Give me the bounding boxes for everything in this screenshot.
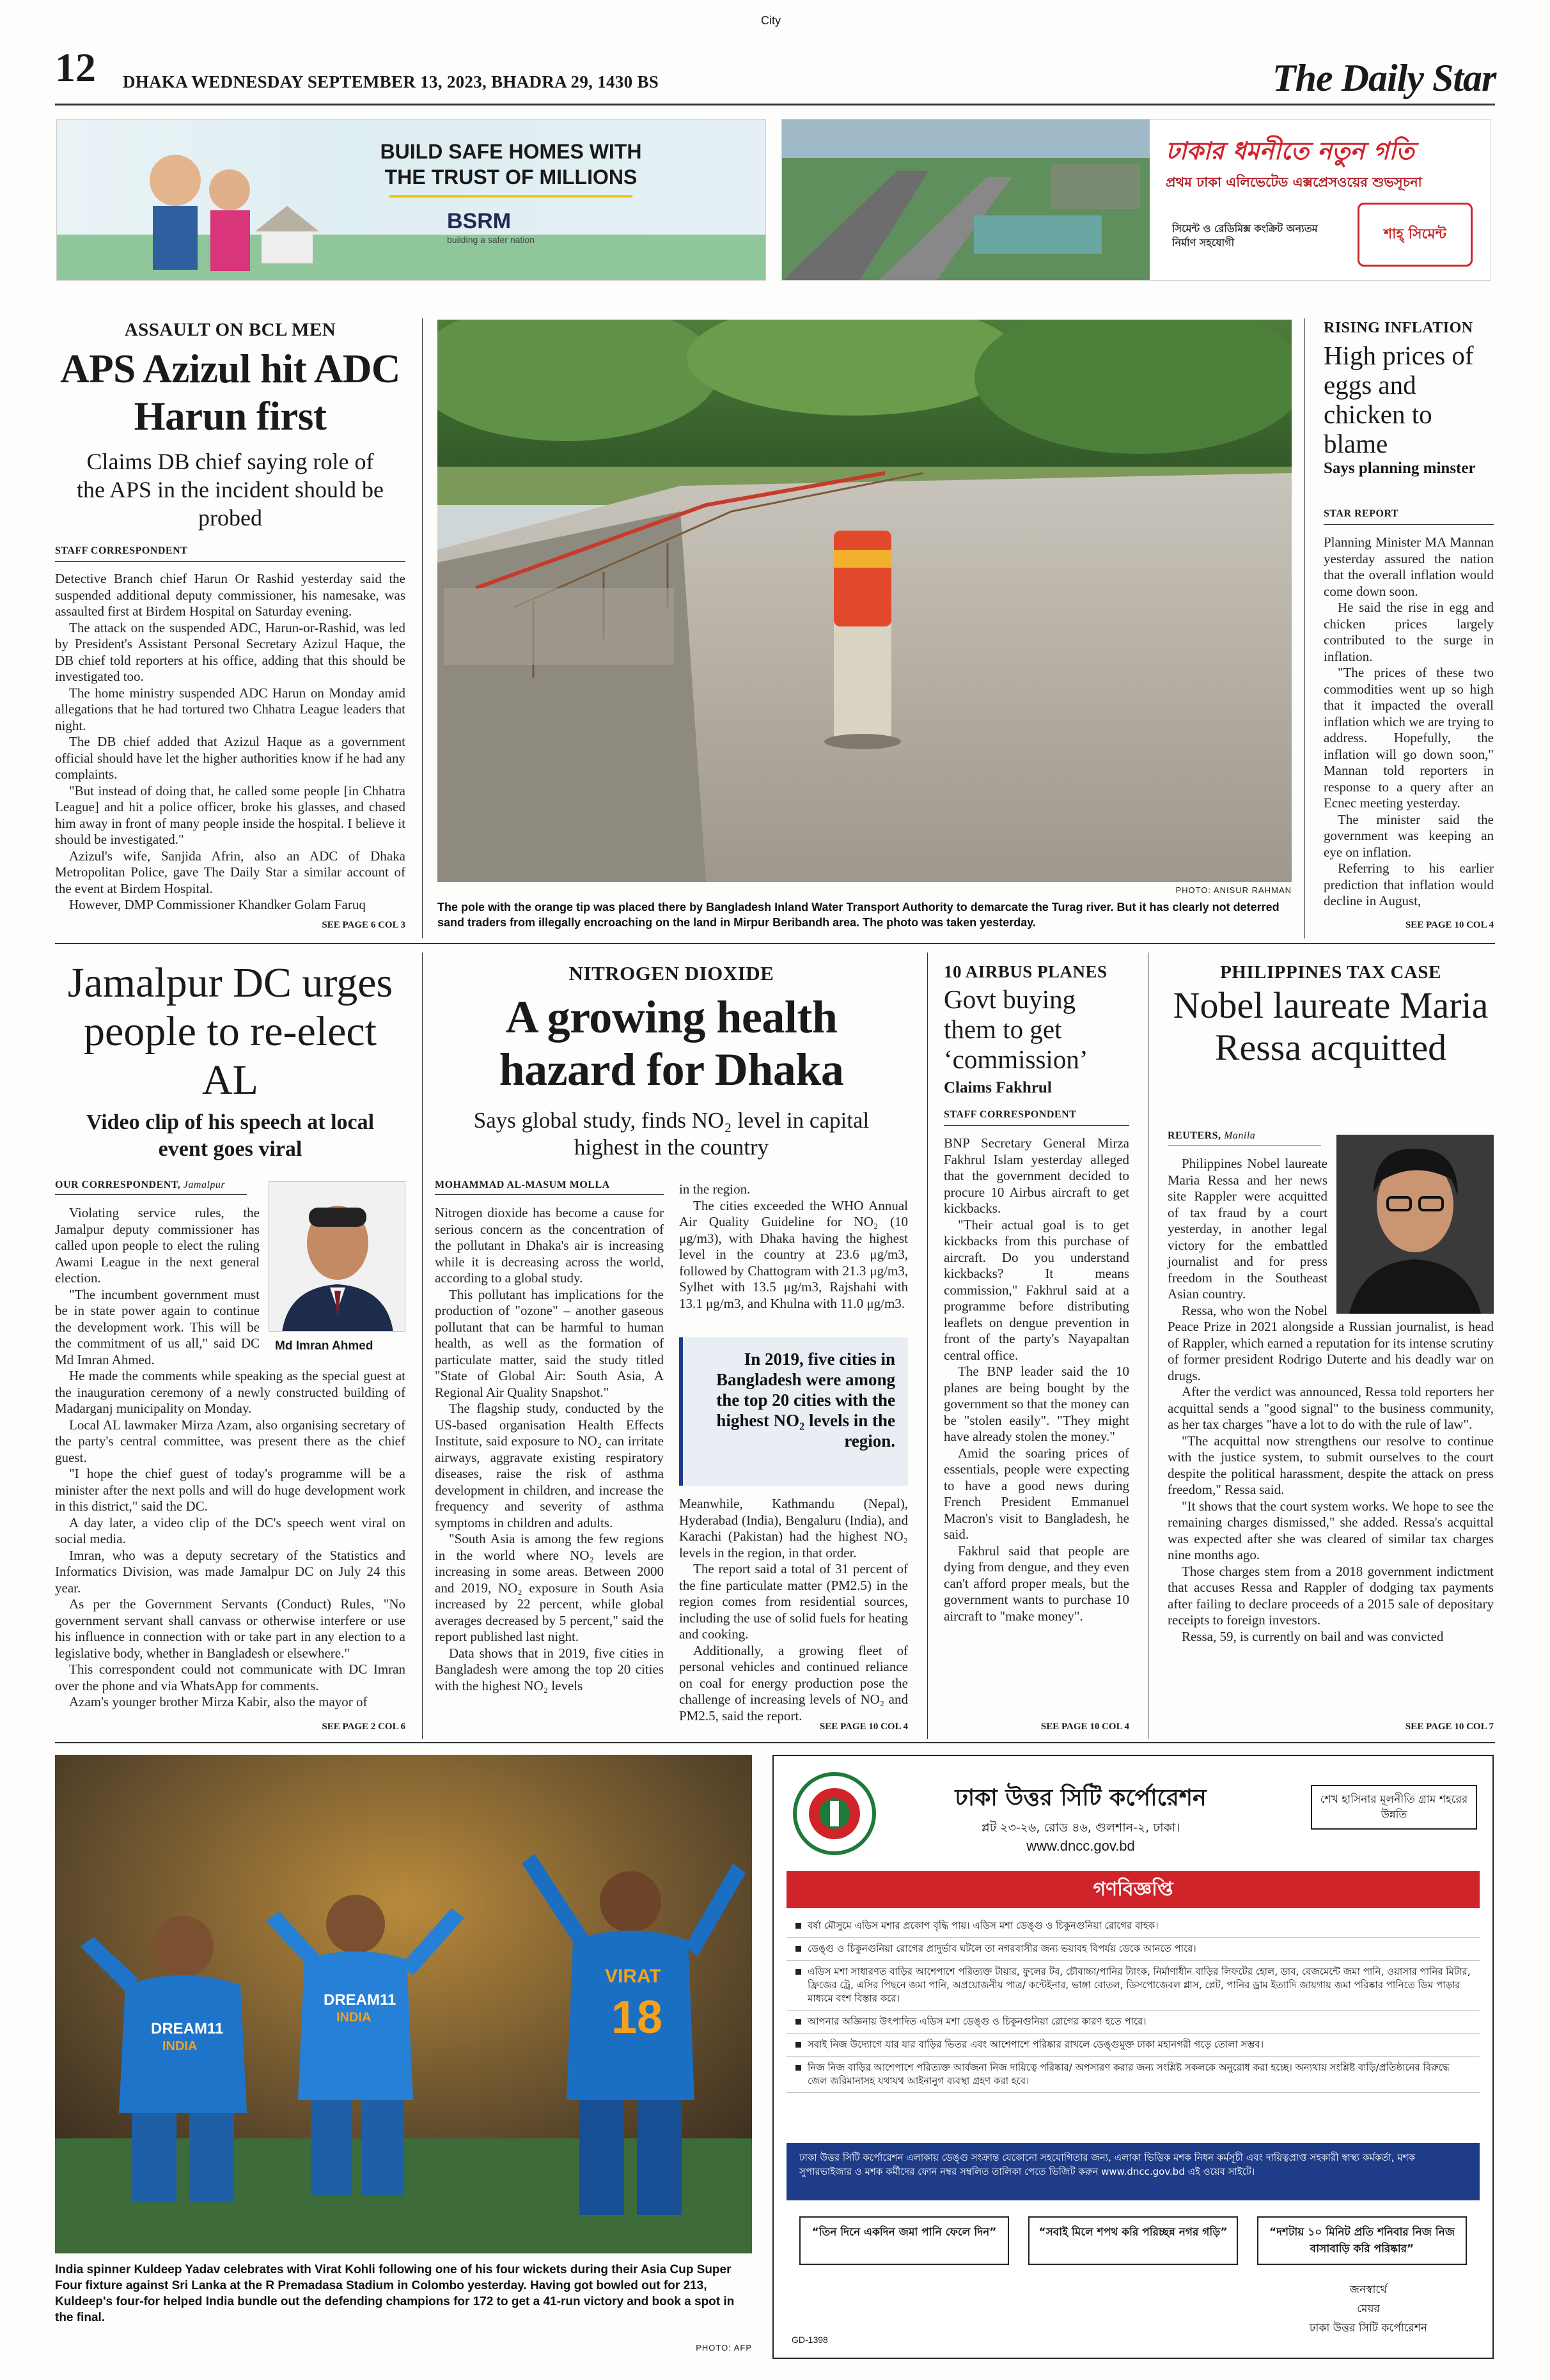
dncc-signoff-line: মেয়র — [1357, 2303, 1380, 2315]
bsrm-brand-sub: building a safer nation — [447, 235, 535, 245]
dncc-signoff — [1260, 2280, 1477, 2338]
jamalpur-paragraph: A day later, a video clip of the DC's speech went viral on social media. — [55, 1514, 405, 1546]
aps-byline-rule — [55, 561, 405, 562]
ressa-paragraph: After the verdict was announced, Ressa told reporters her acquittal sends a "good signal" to the business community, as her tax charges "have a lot to do with the rule of law". — [1168, 1384, 1494, 1432]
airbus-see-page[interactable]: SEE PAGE 10 COL 4 — [1040, 1722, 1129, 1732]
jamalpur-body — [55, 1205, 405, 1711]
jamalpur-byline — [55, 1179, 225, 1191]
no2-paragraph: Nitrogen dioxide has become a cause for serious concern as the concentration of the pollutant in Dhaka's air is increasing while it is decreasing across the world, according to a global study. — [435, 1205, 664, 1286]
dncc-slogan: “তিন দিনে একদিন জমা পানি ফেলে দিন” — [799, 2216, 1009, 2265]
no2-body-col2-top — [679, 1181, 908, 1312]
airbus-deck: Claims Fakhrul — [944, 1079, 1052, 1096]
aps-paragraph: Detective Branch chief Harun Or Rashid yesterday said the suspended additional deputy commissioner, his namesake, was assaulted first at Birdem Hospital on Saturday evening. — [55, 571, 405, 619]
dncc-notice-item-text: ডেঙ্গু ও চিকুনগুনিয়া রোগের প্রাদুর্ভাব ঘটলে তা নগরবাসীর জন্য ভয়াবহ বিপর্যয় ডেকে আনতে পারে। — [808, 1943, 1196, 1954]
dncc-notice-item-text: আপনার অজ্ঞিনায় উৎপাদিত এডিস মশা ডেঙ্গু ও চিকুনগুনিয়া রোগের কারণ হতে পারে। — [808, 2016, 1147, 2027]
jamalpur-paragraph: He made the comments while speaking as the special guest at the inauguration ceremony of a newly constructed building of Madarganj municipality on Monday. — [55, 1368, 405, 1416]
cricket-photo-caption: India spinner Kuldeep Yadav celebrates with Virat Kohli following one of his four wickets during their Asia Cup Super Four fixture against Sri Lanka at the R Premadasa Stadium in Colombo yesterday. Having got bowled out for 213, Kuldeep's four-for helped India bundle out the defending champions for 172 to get a 41-run victory and book a spot in the final. — [55, 2263, 735, 2324]
dncc-signoff-line: ঢাকা উত্তর সিটি কর্পোরেশন — [1309, 2322, 1428, 2335]
shah-subline: প্রথম ঢাকা এলিভেটেড এক্সপ্রেসওয়ের শুভসূচনা — [1166, 175, 1422, 190]
dncc-notice-item-text: নিজ নিজ বাড়ির আশেপাশে পরিত্যক্ত আর্বজনা নিজ দায়িত্বে পরিষ্কার/ অপসারণ করার জন্য সংশ্লিষ্ট সকলকে অনুরোধ করা হচ্ছে। অন্যথায় সংশ্লিষ্ট বাড়ি/প্রতিষ্ঠানের বিরুদ্ধে জেল জরিমানাসহ যথাযথ আইনানুগ ব্যবস্থা গ্রহণ করা হবে। — [808, 2062, 1450, 2087]
jamalpur-paragraph: This correspondent could not communicate with DC Imran over the phone and via WhatsApp for comments. — [55, 1661, 405, 1693]
dncc-website[interactable]: www.dncc.gov.bd — [1026, 1838, 1135, 1854]
jamalpur-byline-place: Jamalpur — [183, 1179, 226, 1190]
masthead-rule — [55, 104, 1495, 105]
column-rule — [422, 953, 423, 1739]
ressa-kicker: PHILIPPINES TAX CASE — [1220, 962, 1441, 983]
jamalpur-paragraph: "The incumbent government must be in state power again to continue the development work. This will be the commitment of us all," said DC Md Imran Ahmed. — [55, 1286, 260, 1367]
dncc-notice-title: গণবিজ্ঞপ্তি — [787, 1871, 1480, 1908]
aps-paragraph: The attack on the suspended ADC, Harun-or-Rashid, was led by President's Assistant Personal Secretary Azizul Haque, the DB chief told reporters at his office, adding that this should be investigated too. — [55, 619, 405, 684]
dncc-slogan: “দশটায় ১০ মিনিট প্রতি শনিবার নিজ নিজ বাসাবাড়ি করি পরিষ্কার” — [1257, 2216, 1467, 2265]
dncc-notice-item-text: বর্ষা মৌসুমে এডিস মশার প্রকোপ বৃদ্ধি পায়। এডিস মশা ডেঙ্গু ও চিকুনগুনিয়া রোগের বাহক। — [808, 1920, 1159, 1931]
aps-see-page[interactable]: SEE PAGE 6 COL 3 — [322, 920, 405, 930]
jamalpur-headline: Jamalpur DC urges people to re-elect AL — [67, 960, 393, 1103]
jamalpur-paragraph: As per the Government Servants (Conduct) Rules, "No government servant shall canvass or otherwise interfere or use his influence in connection with or take part in any election to a legislative body, whether in Bangladesh or elsewhere." — [55, 1596, 405, 1661]
column-rule — [422, 318, 423, 938]
aps-paragraph: "But instead of doing that, he called some people [in Chhatra League] and hit a police officer, broke his glasses, and chased him away in front of many people inside the hospital. I believe it should be investigated." — [55, 782, 405, 847]
no2-body-col2-bottom — [679, 1496, 908, 1724]
lead-photo-caption: The pole with the orange tip was placed there by Bangladesh Inland Water Transport Authority to demarcate the Turag river. But it has clearly not deterred sand traders from illegally encroaching on the land in Mirpur Beribandh area. The photo was taken yesterday. — [437, 901, 1280, 929]
dncc-logo-emblem — [806, 1785, 863, 1842]
aps-headline: APS Azizul hit ADC Harun first — [60, 346, 400, 439]
bullet-icon — [795, 2019, 801, 2025]
shah-brand: শাহ্ সিমেন্ট — [1358, 203, 1473, 267]
airbus-body — [944, 1135, 1129, 1624]
inflation-byline-rule — [1324, 524, 1494, 525]
inflation-paragraph: He said the rise in egg and chicken prices largely contributed to the surge in inflation. — [1324, 600, 1494, 664]
inflation-byline: STAR REPORT — [1324, 508, 1399, 519]
aps-paragraph: The home ministry suspended ADC Harun on Monday amid allegations that he had tortured two Chhatra League leaders that night. — [55, 685, 405, 733]
dncc-slogan: “সবাই মিলে শপথ করি পরিচ্ছন্ন নগর গড়ি” — [1028, 2216, 1238, 2265]
no2-paragraph: in the region. — [679, 1181, 751, 1197]
dncc-org-name: ঢাকা উত্তর সিটি কর্পোরেশন — [955, 1785, 1207, 1811]
section-divider — [55, 1742, 1495, 1743]
inflation-headline: High prices of eggs and chicken to blame — [1324, 341, 1474, 458]
jamalpur-byline-name: OUR CORRESPONDENT, — [55, 1179, 181, 1190]
dncc-notice-ad[interactable] — [772, 1755, 1494, 2359]
inflation-see-page[interactable]: SEE PAGE 10 COL 4 — [1405, 920, 1494, 930]
dncc-slogans — [799, 2216, 1467, 2265]
aps-paragraph: Azizul's wife, Sanjida Afrin, also an ADC of Dhaka Metropolitan Police, gave The Daily Star a similar account of the event at Birdem Hospital. — [55, 848, 405, 896]
airbus-headline: Govt buying them to get ‘commission’ — [944, 984, 1088, 1074]
dncc-signoff-line: জনস্বার্থে — [1349, 2283, 1388, 2296]
bullet-icon — [795, 1923, 801, 1929]
no2-paragraph: Data shows that in 2019, five cities in Bangladesh were among the top 20 cities with the highest NO₂ levels — [435, 1645, 664, 1693]
ressa-paragraph: "The acquittal now strengthens our resolve to continue with the justice system, to submit ourselves to the court despite the political harassment, despite the attack on press freedom," Ressa said. — [1168, 1433, 1494, 1497]
airbus-paragraph: Amid the soaring prices of essentials, people were expecting to have a good news during French President Emmanuel Macron's visit to Bangladesh, he said. — [944, 1445, 1129, 1542]
dncc-notice-item — [787, 2034, 1480, 2057]
ressa-paragraph: Those charges stem from a 2018 government indictment that accuses Ressa and Rappler of dodging tax payments after failing to declare proceeds of a 2015 sale of depositary receipts to foreign investors. — [1168, 1563, 1494, 1628]
bullet-icon — [795, 2065, 801, 2071]
jamalpur-paragraph: Imran, who was a deputy secretary of the Statistics and Informatics Division, was made Jamalpur DC on July 24 this year. — [55, 1547, 405, 1596]
dncc-ad-code: GD-1398 — [792, 2335, 828, 2345]
bullet-icon — [795, 1946, 801, 1952]
dncc-notice-item — [787, 2011, 1480, 2034]
no2-byline: MOHAMMAD AL-MASUM MOLLA — [435, 1179, 610, 1190]
turag-photo-illustration — [437, 320, 1292, 882]
airbus-byline-rule — [944, 1125, 1129, 1126]
jersey-sponsor: DREAM11 — [324, 1991, 396, 2009]
airbus-paragraph: BNP Secretary General Mirza Fakhrul Islam yesterday alleged that the government decided to procure 10 Airbus aircraft to get kickbacks. — [944, 1135, 1129, 1216]
aps-body — [55, 571, 405, 914]
column-rule — [927, 953, 928, 1739]
aps-kicker: ASSAULT ON BCL MEN — [124, 320, 336, 340]
jersey-sponsor: DREAM11 — [151, 2020, 224, 2037]
ressa-paragraph: Ressa, 59, is currently on bail and was convicted — [1182, 1628, 1444, 1644]
shah-note: সিমেন্ট ও রেডিমিক্স কংক্রিট অন্যতম নির্মাণ সহযোগী — [1172, 222, 1318, 249]
no2-body-col1 — [435, 1205, 664, 1694]
dncc-notice-item — [787, 1915, 1480, 1938]
no2-paragraph: "South Asia is among the few regions in the world where NO₂ levels are increasing in some areas. Between 2000 and 2019, NO₂ exposure in South Asia increased by 22 percent, while global averages decreased by 5 percent," said the report published last night. — [435, 1531, 664, 1644]
dncc-blue-note — [787, 2143, 1480, 2200]
jersey-country: INDIA — [336, 2011, 372, 2025]
no2-paragraph: The cities exceeded the WHO Annual Air Quality Guideline for NO₂ (10 μg/m3), with Dhaka having the highest level in the country at 23.6 μg/m3, followed by Chattogram with 21.3 μg/m3, Sylhet with 13.5 μg/m3, Rajshahi with 13.1 μg/m3, and Khulna with 11.0 μg/m3. — [679, 1197, 908, 1311]
no2-kicker: NITROGEN DIOXIDE — [568, 962, 774, 984]
no2-pullquote-text: In 2019, five cities in Bangladesh were among the top 20 cities with the highest NO₂ levels in the region. — [716, 1349, 895, 1451]
inflation-paragraph: Referring to his earlier prediction that inflation would decline in August, — [1324, 860, 1494, 908]
jamalpur-deck: Video clip of his speech at local event goes viral — [86, 1110, 375, 1161]
airbus-kicker: 10 AIRBUS PLANES — [944, 962, 1108, 981]
bsrm-ad[interactable] — [56, 119, 766, 281]
bullet-icon — [795, 2042, 801, 2048]
portrait-float-spacer — [269, 1205, 405, 1362]
aps-deck: Claims DB chief saying role of the APS in the incident should be probed — [77, 449, 384, 531]
jamalpur-paragraph: Violating service rules, the Jamalpur deputy commissioner has called upon people to elect the ruling Awami League in the next general election. — [55, 1205, 260, 1286]
no2-paragraph: Meanwhile, Kathmandu (Nepal), Hyderabad (India), Bengaluru (India), and Karachi (Pakistan) had the highest NO₂ levels in the region, in that order. — [679, 1496, 908, 1560]
bsrm-yellow-bar — [389, 195, 632, 198]
cricket-photo — [55, 1755, 752, 2253]
bullet-icon — [795, 1969, 801, 1975]
dncc-address: প্লট ২৩-২৬, রোড ৪৬, গুলশান-২, ঢাকা। — [981, 1821, 1180, 1835]
inflation-kicker: RISING INFLATION — [1324, 320, 1473, 336]
dncc-notice-item — [787, 1938, 1480, 1961]
jamalpur-see-page[interactable]: SEE PAGE 2 COL 6 — [322, 1722, 405, 1732]
cricket-photo-credit: PHOTO: AFP — [696, 2343, 752, 2353]
dncc-notice-item — [787, 1961, 1480, 2011]
inflation-paragraph: Planning Minister MA Mannan yesterday assured the nation that the overall inflation would come down soon. — [1324, 534, 1494, 599]
aps-byline: STAFF CORRESPONDENT — [55, 545, 188, 556]
no2-see-page[interactable]: SEE PAGE 10 COL 4 — [819, 1722, 908, 1732]
jamalpur-byline-rule — [55, 1194, 247, 1195]
inflation-body — [1324, 534, 1494, 910]
inflation-paragraph: "The prices of these two commodities went up so high that it impacted the overall inflation which we are trying to address. Hopefully, the inflation will go down soon," Mannan told reporters in response to a query after an Ecnec meeting yesterday. — [1324, 665, 1494, 811]
aps-paragraph: However, DMP Commissioner Khandker Golam Faruq — [69, 897, 366, 912]
inflation-paragraph: The minister said the government was keeping an eye on inflation. — [1324, 811, 1494, 860]
section-label: City — [761, 14, 781, 27]
section-divider — [55, 943, 1495, 944]
no2-paragraph: The flagship study, conducted by the US-based organisation Health Effects Institute, said exposure to NO₂ can irritate airways, aggravate existing respiratory diseases, raise the risk of asthma development in children, and increase the frequency and severity of asthma symptoms in children and adults. — [435, 1401, 664, 1530]
dc-portrait-caption: Md Imran Ahmed — [275, 1339, 373, 1353]
dncc-notice-list — [787, 1915, 1480, 2093]
bsrm-tagline: BUILD SAFE HOMES WITH THE TRUST OF MILLIONS — [380, 140, 642, 189]
ressa-paragraph: Philippines Nobel laureate Maria Ressa and her news site Rappler were acquitted of tax fraud by a court yesterday, in another legal victory for the embattled journalist and for press freedom in the Southeast Asian country. — [1168, 1156, 1327, 1302]
ressa-byline-place: Manila — [1224, 1130, 1256, 1141]
turag-river-photo — [437, 320, 1292, 882]
ressa-paragraph: Ressa, who won the Nobel Peace Prize in 2021 alongside a Russian journalist, is head of Rappler, which earned a reputation for its intense scrutiny of former president Rodrigo Duterte and his deadly war on drugs. — [1168, 1302, 1494, 1383]
jersey-number: 18 — [611, 1992, 663, 2043]
dncc-notice-item-text: এডিস মশা সাধারণত বাড়ির আশেপাশে পরিত্যক্ত টায়ার, ফুলের টব, চৌবাচ্চা/পানির ট্যাংক, নির্মাণাধীন বাড়ির লিফটের হোল, ডাব, বেজমেন্টে জমা পানি, ওয়াসার পানির মিটার, ফ্রিজের ট্রে, এসির পিছনে জমা পানি, অপ্রয়োজনীয় পাত্র/ কন্টেইনার, ভাঙ্গা বোতল, ডিসপোজেবল গ্লাস, প্লেট, পানির ড্রাম ইত্যাদি জায়গায় জমা পরিষ্কার পানিতে ডিম পাড়ার মাধ্যমে বংশ বিস্তার করে। — [808, 1966, 1471, 2004]
inflation-deck: Says planning minster — [1324, 460, 1476, 477]
ressa-see-page[interactable]: SEE PAGE 10 COL 7 — [1405, 1722, 1494, 1732]
page-number: 12 — [55, 45, 96, 90]
dncc-side-box: শেখ হাসিনার মূলনীতি গ্রাম শহরের উন্নতি — [1311, 1785, 1477, 1830]
jamalpur-paragraph: "I hope the chief guest of today's programme will be a minister after the next polls and will do huge development work in this district," said the DC. — [55, 1466, 405, 1514]
jamalpur-paragraph: Local AL lawmaker Mirza Azam, also organising secretary of the party's central committee, was present there as the chief guest. — [55, 1417, 405, 1465]
bsrm-brand: BSRM — [447, 209, 512, 233]
dncc-blue-note-text: ঢাকা উত্তর সিটি কর্পোরেশন এলাকায় ডেঙ্গু সংক্রান্ত যেকোনো সহযোগিতার জন্য, এলাকা ভিত্তিক মশক নিধন কর্মসূচী এবং দায়িত্বপ্রাপ্ত সহকারী স্বাস্থ্য কর্মকর্তা, মশক সুপারভাইজার ও মশক কর্মীদের ফোন নম্বর সম্বলিত তালিকা পেতে ভিজিট করুন www.dncc.gov.bd এই ওয়েব সাইটে। — [799, 2152, 1415, 2177]
no2-paragraph: The report said a total of 31 percent of the fine particulate matter (PM2.5) in the region comes from residential sources, including the use of solid fuels for heating and cooking. — [679, 1561, 908, 1642]
expressway-photo — [782, 120, 1150, 281]
dncc-notice-item-text: সবাই নিজ উদ্যোগে যার যার বাড়ির ভিতর এবং আশেপাশে পরিষ্কার রাখলে ডেঙ্গুমুক্ত ঢাকা মহানগরী গড়ে তোলা সম্ভব। — [808, 2039, 1264, 2050]
shah-cement-ad[interactable] — [781, 119, 1491, 281]
jersey-country: INDIA — [162, 2039, 198, 2053]
no2-headline: A growing health hazard for Dhaka — [499, 992, 844, 1095]
no2-deck: Says global study, finds NO₂ level in capital highest in the country — [473, 1108, 870, 1160]
lead-photo-credit: PHOTO: ANISUR RAHMAN — [1175, 885, 1292, 895]
no2-paragraph: This pollutant has implications for the production of "ozone" – another gaseous pollutant that can be harmful to human health, as well as the formation of particulate matter, said the study titled "State of Global Air: South Asia, A Regional Air Quality Snapshot." — [435, 1286, 664, 1400]
portrait-float-spacer — [1336, 1156, 1494, 1319]
paper-logo: The Daily Star — [1272, 57, 1496, 99]
airbus-byline: STAFF CORRESPONDENT — [944, 1109, 1077, 1120]
jamalpur-paragraph: Azam's younger brother Mirza Kabir, also the mayor of — [69, 1694, 368, 1709]
airbus-paragraph: Fakhrul said that people are dying from dengue, and they even can't afford proper meals, but the government wants to purchase 10 aircraft to "make money". — [944, 1543, 1129, 1624]
ressa-body — [1168, 1156, 1494, 1645]
jersey-name: VIRAT — [605, 1966, 661, 1987]
aps-paragraph: The DB chief added that Azizul Haque as a government official should have let the higher authorities know if he had any complaints. — [55, 734, 405, 782]
ressa-byline — [1168, 1130, 1255, 1142]
ressa-byline-name: REUTERS, — [1168, 1130, 1221, 1141]
airbus-paragraph: The BNP leader said the 10 planes are being bought by the government so that the money can be "stolen easily". "They might have already stolen the money." — [944, 1364, 1129, 1444]
no2-pullquote — [679, 1337, 908, 1486]
shah-headline: ঢাকার ধমনীতে নতুন গতি — [1166, 137, 1414, 165]
dncc-logo — [793, 1772, 876, 1855]
no2-byline-rule — [435, 1194, 664, 1195]
ressa-headline: Nobel laureate Maria Ressa acquitted — [1173, 984, 1489, 1068]
no2-paragraph: Additionally, a growing fleet of personal vehicles and continued reliance on coal for energy production pose the challenge of increasing levels of NO₂ and PM2.5, said the report. — [679, 1642, 908, 1723]
airbus-paragraph: "Their actual goal is to get kickbacks from this purchase of aircraft. Do you understand kickbacks? It means commission," Fakhrul said at a programme before distributing leaflets on dengue prevention in front of the party's Nayapaltan central office. — [944, 1217, 1129, 1363]
dncc-notice-item — [787, 2057, 1480, 2093]
dateline: DHAKA WEDNESDAY SEPTEMBER 13, 2023, BHADRA 29, 1430 BS — [123, 72, 659, 91]
ressa-paragraph: "It shows that the court system works. We hope to see the remaining charges dismissed," she added. Ressa's acquittal was expected after she was cleared of similar tax charges nine months ago. — [1168, 1498, 1494, 1562]
column-rule — [1304, 318, 1305, 938]
